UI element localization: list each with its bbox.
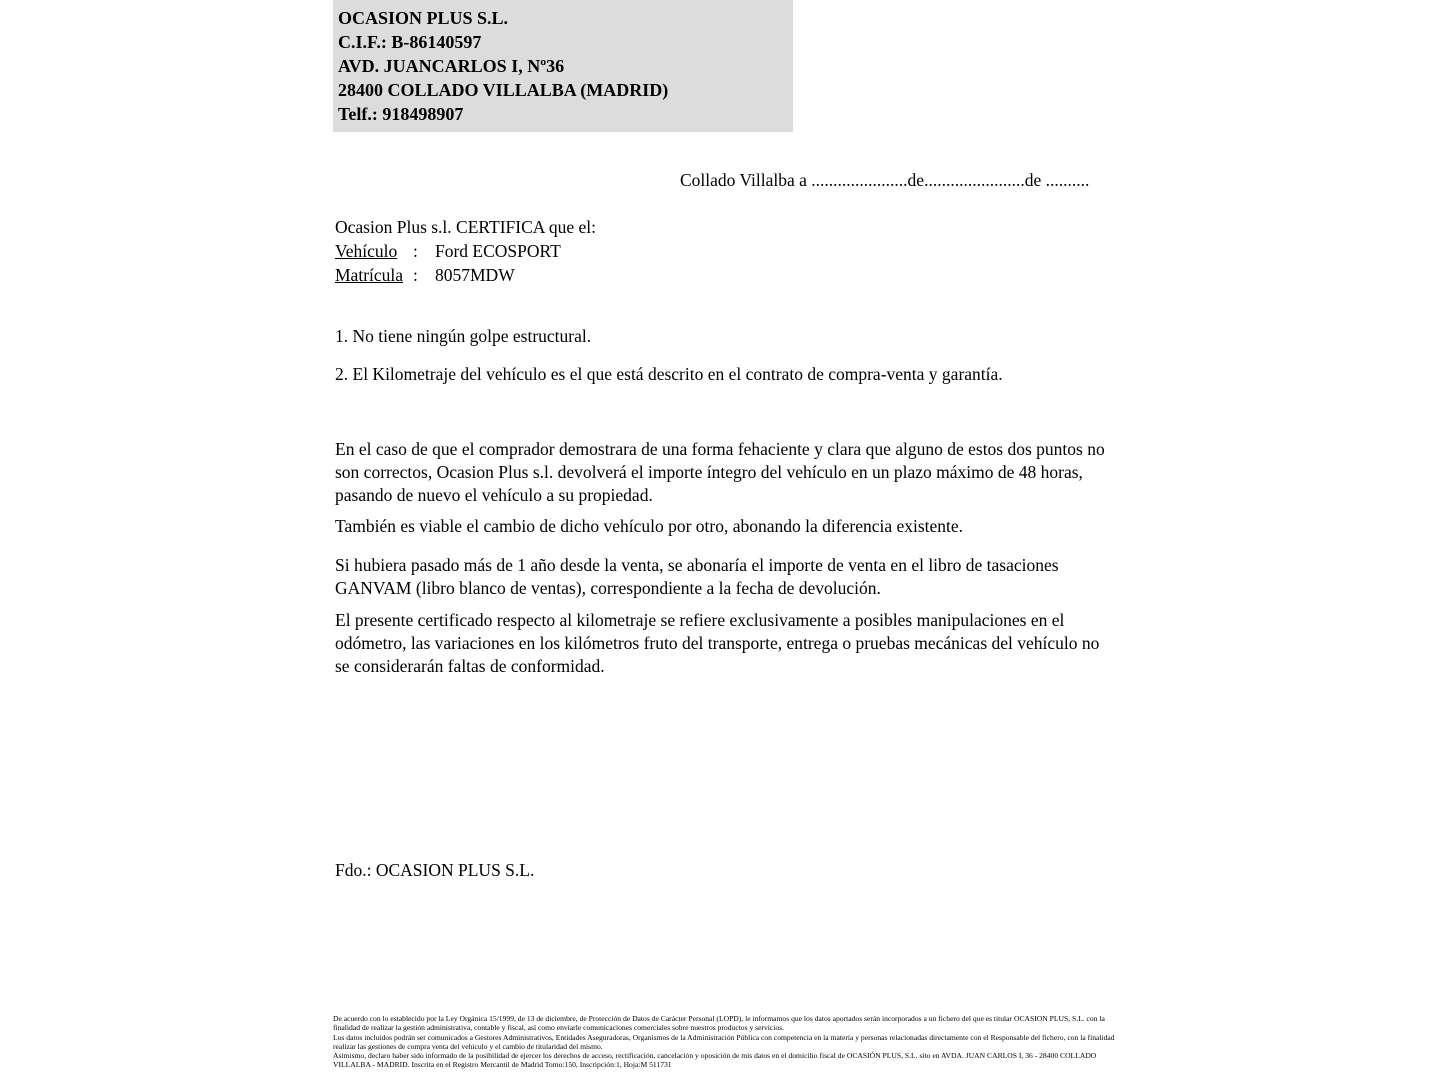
company-city: 28400 COLLADO VILLALBA (MADRID) (338, 80, 669, 100)
signature-line: Fdo.: OCASION PLUS S.L. (335, 860, 535, 880)
legal-paragraph-3: Asimismo, declaro haber sido informado de la posibilidad de ejercer los derechos de acceso, rectificación, cancelación y oposición de mis datos en el domicilio fiscal de OCASIÓN PLUS, S.L. sito en AVDA. JUAN CARLOS I, 36 - 28400 COLLADO VILLALBA - MADRID. Inscrita en el Registro Mercantil de Madrid Tomo:150, Inscripción:1, Hoja:M 511731 (333, 1051, 1097, 1070)
certification-block (335, 215, 596, 287)
vehicle-value: Ford ECOSPORT (435, 241, 561, 261)
plate-separator: : (413, 265, 418, 285)
certification-point-1: 1. No tiene ningún golpe estructural. (335, 326, 592, 346)
certification-point-2: 2. El Kilometraje del vehículo es el que está descrito en el contrato de compra-venta y garantía. (335, 364, 1003, 384)
letterhead-block (333, 0, 793, 132)
company-phone: Telf.: 918498907 (338, 104, 464, 124)
clause-ganvam: Si hubiera pasado más de 1 año desde la venta, se abonaría el importe de venta en el libro de tasaciones GANVAM (libro blanco de ventas), correspondiente a la fecha de devolución. (335, 555, 1059, 598)
company-name: OCASION PLUS S.L. (338, 8, 509, 28)
clause-exchange: También es viable el cambio de dicho vehículo por otro, abonando la diferencia existente. (335, 516, 964, 536)
vehicle-label: Vehículo (335, 241, 398, 261)
company-address: AVD. JUANCARLOS I, Nº36 (338, 56, 565, 76)
plate-row (335, 263, 596, 287)
legal-paragraph-1: De acuerdo con lo establecido por la Ley Orgánica 15/1999, de 13 de diciembre, de Protección de Datos de Carácter Personal (LOPD), le informamos que los datos aportados serán incorporados a un fichero del que es titular OCASION PLUS, S.L. con la finalidad de realizar la gestión administrativa, contable y fiscal, así como enviarle comunicaciones comerciales sobre nuestros productos y servicios. (333, 1014, 1105, 1033)
certification-intro: Ocasion Plus s.l. CERTIFICA que el: (335, 217, 596, 237)
plate-value: 8057MDW (435, 265, 515, 285)
plate-label: Matrícula (335, 265, 404, 285)
vehicle-row (335, 239, 596, 263)
clause-odometer: El presente certificado respecto al kilometraje se refiere exclusivamente a posibles manipulaciones en el odómetro, las variaciones en los kilómetros fruto del transporte, entrega o pruebas mecánicas del vehículo no se considerarán faltas de conformidad. (335, 610, 1100, 676)
legal-paragraph-2: Los datos incluidos podrán ser comunicados a Gestores Administrativos, Entidades Aseguradoras, Organismos de la Administración Pública con competencia en la materia y personas relacionadas directamente con el Responsable del fichero, con la finalidad realizar las gestiones de compra venta del vehículo y el cambio de titularidad del mismo. (333, 1032, 1115, 1051)
company-cif: C.I.F.: B-86140597 (338, 32, 482, 52)
clause-refund: En el caso de que el comprador demostrara de una forma fehaciente y clara que alguno de estos dos puntos no son correctos, Ocasion Plus s.l. devolverá el importe íntegro del vehículo en un plazo máximo de 48 horas, pasando de nuevo el vehículo a su propiedad. (335, 439, 1105, 505)
vehicle-separator: : (413, 241, 418, 261)
date-line: Collado Villalba a ......................de.......................de .......... (680, 170, 1090, 190)
legal-footnote (333, 1014, 1123, 1070)
